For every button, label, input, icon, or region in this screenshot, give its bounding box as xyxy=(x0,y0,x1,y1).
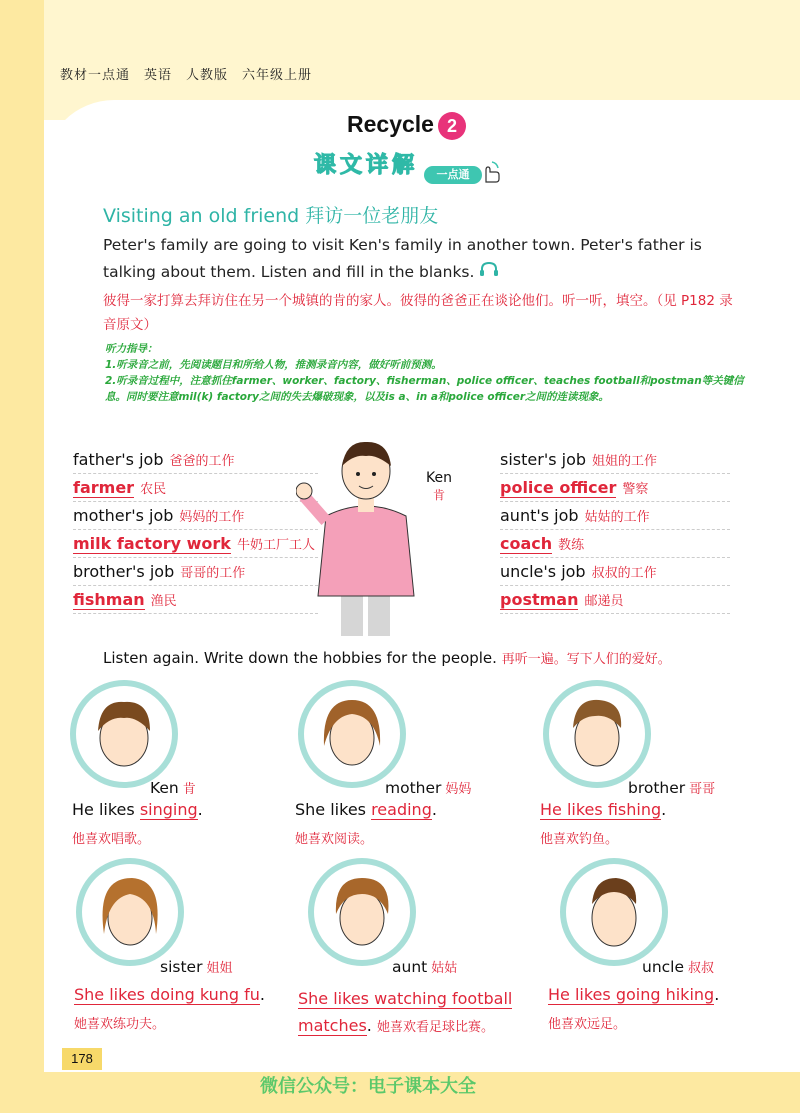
ken-illustration xyxy=(296,436,436,636)
hobby-sister: She likes doing kung fu. xyxy=(74,985,266,1004)
job-question: aunt's job 姑姑的工作 xyxy=(500,502,730,530)
person-tag-sister: sister 姐姐 xyxy=(160,958,233,976)
ken-label xyxy=(426,470,452,503)
tips-line-2: 2.听录音过程中，注意抓住farmer、worker、factory、fisherman、police officer、teaches football和postman等关键信息。同时要注意mil(k) factory之间的失去爆破现象，以及is a、in a和police officer之间的连读现象。 xyxy=(105,375,744,403)
jobs-right-column xyxy=(500,446,730,614)
hobby-ken-cn: 他喜欢唱歌。 xyxy=(72,832,151,847)
aunt-portrait xyxy=(308,858,416,966)
person-tag-aunt: aunt 姑姑 xyxy=(392,958,458,976)
job-answer: milk factory work 牛奶工厂工人 xyxy=(73,530,318,558)
jobs-left-column xyxy=(73,446,318,614)
listen-again-cn: 再听一遍。写下人们的爱好。 xyxy=(501,652,671,667)
job-answer: coach 教练 xyxy=(500,530,730,558)
intro-en: Peter's family are going to visit Ken's family in another town. Peter's father is talking about them. Listen and fill in the blanks. xyxy=(103,236,702,281)
hobby-aunt: She likes watching football matches. 她喜欢看足球比赛。 xyxy=(298,989,513,1035)
hobby-sister-cn: 她喜欢练功夫。 xyxy=(74,1017,166,1032)
ken-label-cn: 肯 xyxy=(432,488,445,502)
uncle-portrait xyxy=(560,858,668,966)
intro-paragraph xyxy=(103,232,743,286)
listen-again xyxy=(103,648,671,667)
job-answer: fishman 渔民 xyxy=(73,586,318,614)
ken-portrait xyxy=(70,680,178,788)
ken-label-en: Ken xyxy=(426,470,452,486)
section-title-cn: 拜访一位老朋友 xyxy=(305,205,439,227)
brother-portrait xyxy=(543,680,651,788)
listen-again-en: Listen again. Write down the hobbies for the people. xyxy=(103,649,497,667)
mother-portrait xyxy=(298,680,406,788)
tips-line-1: 1.听录音之前，先阅读题目和所给人物，推测录音内容，做好听前预测。 xyxy=(105,359,442,371)
page-title: Recycle xyxy=(347,111,434,137)
person-tag-ken: Ken 肯 xyxy=(150,779,196,797)
tips-head: 听力指导： xyxy=(105,343,158,355)
job-answer: postman 邮递员 xyxy=(500,586,730,614)
person-tag-brother: brother 哥哥 xyxy=(628,779,716,797)
intro-cn: 彼得一家打算去拜访住在另一个城镇的肯的家人。彼得的爸爸正在谈论他们。听一听，填空。（见 P182 录音原文） xyxy=(103,293,733,333)
job-answer: police officer 警察 xyxy=(500,474,730,502)
left-band xyxy=(0,0,44,1113)
person-tag-mother: mother 妈妈 xyxy=(385,779,472,797)
banner-tag: 一点通 xyxy=(424,166,482,184)
hobby-brother: He likes fishing. xyxy=(540,800,667,819)
hobby-mother-cn: 她喜欢阅读。 xyxy=(295,832,374,847)
listening-tips xyxy=(105,341,745,405)
hobby-ken: He likes singing. xyxy=(72,800,203,819)
page-number: 178 xyxy=(62,1048,102,1070)
job-answer: farmer 农民 xyxy=(73,474,318,502)
hobby-brother-cn: 他喜欢钓鱼。 xyxy=(540,832,619,847)
title-number-badge: 2 xyxy=(438,112,466,140)
sister-portrait xyxy=(76,858,184,966)
job-question: uncle's job 叔叔的工作 xyxy=(500,558,730,586)
job-question: father's job 爸爸的工作 xyxy=(73,446,318,474)
section-title-en: Visiting an old friend xyxy=(103,205,300,227)
hobby-aunt-cn: 她喜欢看足球比赛。 xyxy=(376,1020,494,1035)
header-breadcrumb: 教材一点通 英语 人教版 六年级上册 xyxy=(60,68,313,83)
person-tag-uncle: uncle 叔叔 xyxy=(642,958,715,976)
hobby-mother: She likes reading. xyxy=(295,800,437,819)
watermark: 微信公众号：电子课本大全 xyxy=(260,1076,476,1097)
section-banner: 课文详解 xyxy=(314,153,419,178)
pointer-hand-icon xyxy=(480,160,502,188)
job-question: mother's job 妈妈的工作 xyxy=(73,502,318,530)
job-question: brother's job 哥哥的工作 xyxy=(73,558,318,586)
hobby-uncle-cn: 他喜欢远足。 xyxy=(548,1017,627,1032)
job-question: sister's job 姐姐的工作 xyxy=(500,446,730,474)
headphones-icon xyxy=(479,259,499,286)
hobby-uncle: He likes going hiking. xyxy=(548,985,720,1004)
section-heading xyxy=(103,201,438,228)
